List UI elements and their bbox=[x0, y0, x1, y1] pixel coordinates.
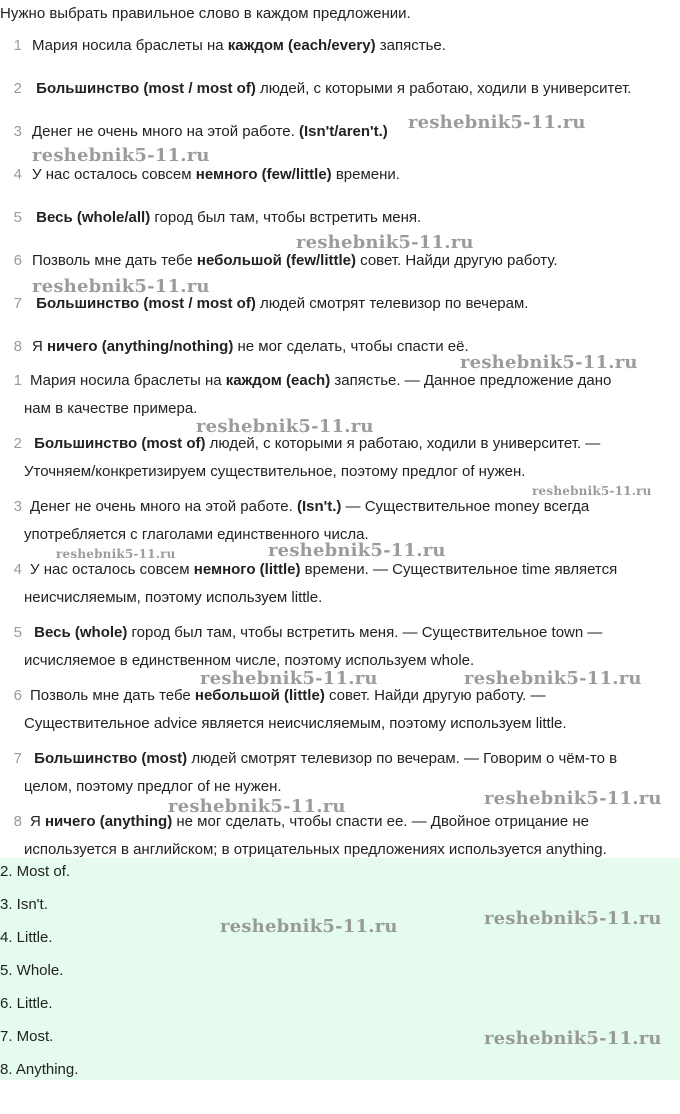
watermark: reshebnik5-11.ru bbox=[32, 145, 210, 166]
choice: немного (few/little) bbox=[195, 166, 332, 183]
item-number: 2 bbox=[13, 435, 22, 452]
watermark: reshebnik5-11.ru bbox=[32, 276, 210, 297]
watermark: reshebnik5-11.ru bbox=[460, 352, 638, 373]
question-item: 4 У нас осталось совсем немного (few/little) времени. bbox=[0, 165, 680, 185]
answer-choice: немного (little) bbox=[193, 561, 301, 578]
question-item: 5 Весь (whole/all) город был там, чтобы встретить меня. bbox=[0, 208, 680, 228]
question-item: 3 Денег не очень много на этой работе. (Isn't/aren't.) bbox=[0, 122, 680, 142]
question-item: 8 Я ничего (anything/nothing) не мог сделать, чтобы спасти её. bbox=[0, 337, 680, 357]
item-number: 7 bbox=[13, 295, 22, 312]
item-number: 8 bbox=[13, 813, 22, 830]
answer-choice: Большинство (most) bbox=[34, 750, 188, 767]
explanation-item: 4 У нас осталось совсем немного (little) времени. — Существительное time является неисчисляемым, поэтому используем little. bbox=[0, 556, 676, 612]
item-number: 1 bbox=[13, 37, 22, 54]
item-number: 8 bbox=[13, 338, 22, 355]
watermark: reshebnik5-11.ru bbox=[200, 668, 378, 689]
watermark: reshebnik5-11.ru bbox=[296, 232, 474, 253]
watermark: reshebnik5-11.ru bbox=[196, 416, 374, 437]
answer-choice: каждом (each) bbox=[225, 372, 331, 389]
watermark: reshebnik5-11.ru bbox=[484, 1028, 662, 1049]
answer-choice: Весь (whole) bbox=[34, 624, 128, 641]
item-number: 2 bbox=[13, 80, 22, 97]
watermark: reshebnik5-11.ru bbox=[464, 668, 642, 689]
explanation-item: 3 Денег не очень много на этой работе. (Isn't.) — Существительное money всегда употребляется с глаголами единственного числа. bbox=[0, 493, 676, 549]
watermark: reshebnik5-11.ru bbox=[408, 112, 586, 133]
item-number: 3 bbox=[13, 498, 22, 515]
watermark: reshebnik5-11.ru bbox=[268, 540, 446, 561]
answer-choice: небольшой (little) bbox=[194, 687, 325, 704]
answer-choice: Большинство (most of) bbox=[34, 435, 206, 452]
item-number: 1 bbox=[13, 372, 22, 389]
answer-line: 6. Little. bbox=[0, 995, 53, 1012]
choice: Весь (whole/all) bbox=[36, 209, 151, 226]
choice: Большинство (most / most of) bbox=[36, 80, 256, 97]
answer-line: 8. Anything. bbox=[0, 1061, 79, 1078]
explanation-item: 6 Позволь мне дать тебе небольшой (little) совет. Найди другую работу. — Существительное advice является неисчисляемым, поэтому используем little. bbox=[0, 682, 676, 738]
explanation-item: 2 Большинство (most of) людей, с которыми я работаю, ходили в университет. — Уточняем/конкретизируем существительное, поэтому предлог of нужен. bbox=[0, 430, 676, 486]
explanation-item: 5 Весь (whole) город был там, чтобы встретить меня. — Существительное town — исчисляемое в единственном числе, поэтому используем whole. bbox=[0, 619, 676, 675]
item-number: 4 bbox=[13, 166, 22, 183]
item-number: 4 bbox=[13, 561, 22, 578]
watermark: reshebnik5-11.ru bbox=[168, 796, 346, 817]
choice: Большинство (most / most of) bbox=[36, 295, 256, 312]
item-number: 6 bbox=[13, 687, 22, 704]
explanation-item: 1 Мария носила браслеты на каждом (each) запястье. — Данное предложение дано нам в качестве примера. bbox=[0, 367, 676, 423]
choice: каждом (each/every) bbox=[227, 37, 376, 54]
question-item: 6 Позволь мне дать тебе небольшой (few/little) совет. Найди другую работу. bbox=[0, 251, 680, 271]
answer-choice: (Isn't.) bbox=[296, 498, 342, 515]
watermark: reshebnik5-11.ru bbox=[220, 916, 398, 937]
question-item: 2 Большинство (most / most of) людей, с которыми я работаю, ходили в университет. bbox=[0, 79, 680, 99]
item-number: 7 bbox=[13, 750, 22, 767]
watermark: reshebnik5-11.ru bbox=[484, 908, 662, 929]
answer-line: 5. Whole. bbox=[0, 962, 64, 979]
answer-choice: ничего (anything) bbox=[45, 813, 173, 830]
watermark: reshebnik5-11.ru bbox=[56, 547, 176, 561]
explanation-item: 8 Я ничего (anything) не мог сделать, чтобы спасти ее. — Двойное отрицание не используется в английском; в отрицательных предложениях используется anything. bbox=[0, 808, 676, 864]
question-item: 7 Большинство (most / most of) людей смотрят телевизор по вечерам. bbox=[0, 294, 680, 314]
watermark: reshebnik5-11.ru bbox=[484, 788, 662, 809]
task-instruction: Нужно выбрать правильное слово в каждом предложении. bbox=[0, 5, 411, 22]
answer-line: 2. Most of. bbox=[0, 863, 71, 880]
question-item: 1 Мария носила браслеты на каждом (each/every) запястье. bbox=[0, 36, 680, 56]
choice: ничего (anything/nothing) bbox=[47, 338, 234, 355]
item-number: 5 bbox=[13, 624, 22, 641]
item-number: 3 bbox=[13, 123, 22, 140]
item-number: 5 bbox=[13, 209, 22, 226]
answer-line: 7. Most. bbox=[0, 1028, 54, 1045]
watermark: reshebnik5-11.ru bbox=[532, 484, 652, 498]
answer-line: 3. Isn't. bbox=[0, 896, 48, 913]
item-number: 6 bbox=[13, 252, 22, 269]
explanation-item: 7 Большинство (most) людей смотрят телевизор по вечерам. — Говорим о чём-то в целом, поэтому предлог of не нужен. bbox=[0, 745, 676, 801]
choice: (Isn't/aren't.) bbox=[298, 123, 388, 140]
choice: небольшой (few/little) bbox=[196, 252, 356, 269]
answer-line: 4. Little. bbox=[0, 929, 53, 946]
